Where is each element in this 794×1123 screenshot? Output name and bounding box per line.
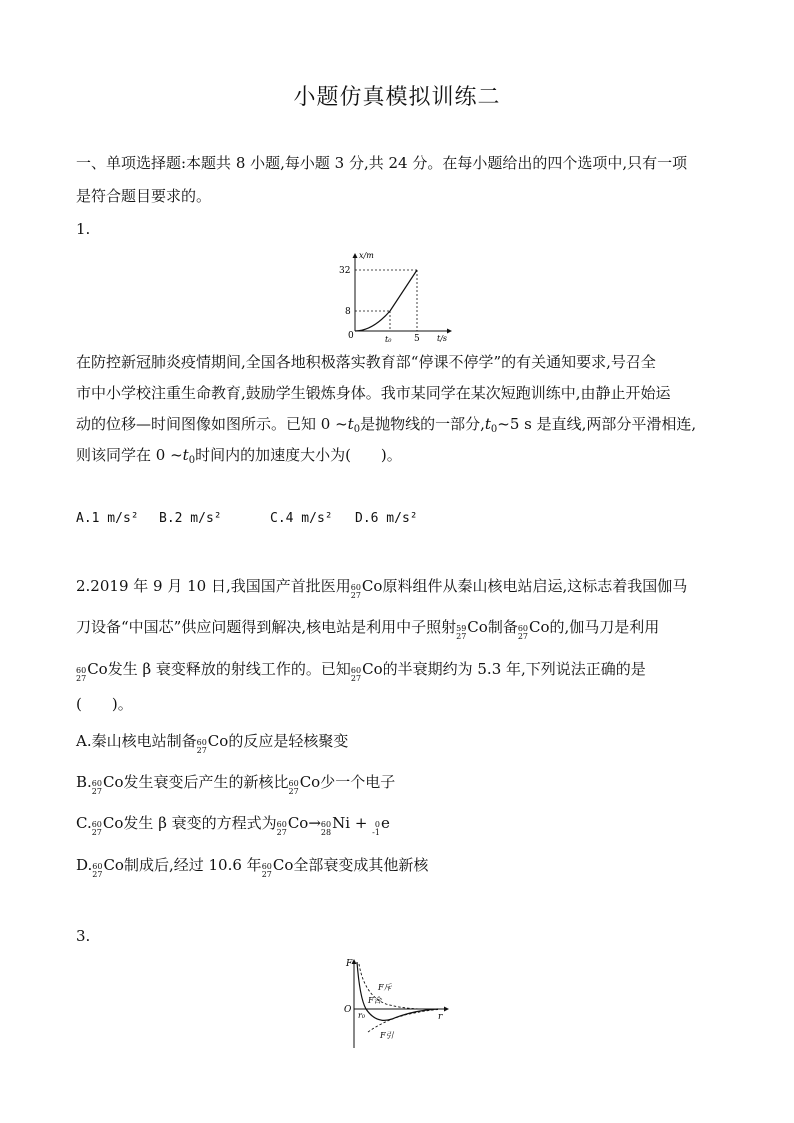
reaction-arrow-icon: →: [308, 814, 321, 832]
q1-y-tick-32: 32: [339, 266, 351, 276]
q1-option-a: A.1 m/s²: [76, 511, 139, 526]
q1-x-axis-arrow-icon: [447, 329, 452, 334]
q1-text-line3-part1: 动的位移—时间图像如图所示。已知 0 ~: [76, 415, 348, 433]
q1-text-line3: [76, 414, 726, 440]
q1-x-tick-t0: t₀: [385, 335, 392, 344]
section-header-line1: 一、单项选择题:本题共 8 小题,每小题 3 分,共 24 分。在每小题给出的四个选项中,只有一项: [76, 154, 688, 172]
q3-molecular-force-graph: [338, 952, 458, 1052]
q1-origin-label: 0: [348, 331, 354, 341]
q1-t0-subscript: 0: [188, 455, 196, 466]
q3-label-net: F合: [368, 996, 382, 1005]
q2-option-a: A.秦山核电站制备 60 27 Co 的反应是轻核聚变: [76, 732, 349, 755]
q3-y-axis-label: F: [346, 959, 353, 969]
q3-label-attractive: F引: [380, 1031, 394, 1040]
q1-t0-subscript: 0: [490, 424, 498, 435]
q1-text-line3-part3: ~5 s 是直线,两部分平滑相连,: [497, 415, 697, 433]
q1-option-b: B.2 m/s²: [159, 511, 222, 526]
q2-line3: [76, 659, 726, 684]
q2-line1: [76, 576, 726, 601]
q1-y-axis-arrow-icon: [353, 253, 358, 258]
q1-text-line4-part2: 时间内的加速度大小为( )。: [195, 446, 402, 464]
q3-label-r0: r₀: [358, 1011, 366, 1020]
q1-x-tick-5: 5: [414, 334, 420, 344]
nuclide-co60: 60 27 Co: [91, 773, 124, 796]
nuclide-co60: 60 27 Co: [261, 856, 294, 879]
nuclide-co60: 60 27 Co: [276, 814, 309, 837]
q1-x-axis-label: t/s: [437, 334, 448, 343]
particle-electron: 0 -1 e: [372, 814, 390, 837]
nuclide-co60: 60 27 Co: [76, 660, 108, 683]
q2-line2-part1: 刀设备“中国芯”供应问题得到解决,核电站是利用中子照射: [76, 618, 457, 636]
q2-line2: [76, 617, 726, 642]
q2-option-c: C. 60 27 Co 发生 β 衰变的方程式为 60 27 Co → 60 28 Ni + 0 -1 e: [76, 814, 390, 837]
q2-line2-part2: 制备: [487, 618, 518, 636]
q1-number: 1.: [76, 220, 91, 238]
nuclide-co60: 60 27 Co: [91, 814, 124, 837]
q1-option-c: C.4 m/s²: [270, 511, 333, 526]
q2-line2-part3: 的,伽马刀是利用: [549, 618, 660, 636]
q2-line1-part2: 原料组件从秦山核电站启运,这标志着我国伽马: [382, 577, 688, 595]
q1-y-axis-label: x/m: [359, 251, 374, 260]
q1-text-line4-part1: 则该同学在 0 ~: [76, 446, 183, 464]
q2-line3-part2: 的半衰期约为 5.3 年,下列说法正确的是: [382, 660, 646, 678]
nuclide-co60: 60 27 Co: [196, 732, 229, 755]
q1-parabola-curve: [355, 311, 390, 331]
nuclide-co60: 60 27 Co: [350, 577, 383, 600]
q3-origin-label: O: [344, 1005, 352, 1015]
q2-line3-part1: 发生 β 衰变释放的射线工作的。已知: [107, 660, 351, 678]
nuclide-co59: 59 27 Co: [456, 618, 488, 641]
q3-label-repulsive: F斥: [378, 983, 392, 992]
nuclide-ni60: 60 28 Ni: [320, 814, 351, 837]
section-header-line2: 是符合题目要求的。: [76, 187, 212, 205]
q1-option-d: D.6 m/s²: [355, 511, 418, 526]
q1-t0-symbol: t: [484, 415, 491, 433]
nuclide-co60: 60 27 Co: [350, 660, 383, 683]
q1-t0-symbol: t: [347, 415, 354, 433]
q2-line1-part1: 2.2019 年 9 月 10 日,我国国产首批医用: [76, 577, 351, 595]
q1-text-line2: 市中小学校注重生命教育,鼓励学生锻炼身体。我市某同学在某次短跑训练中,由静止开始运: [76, 384, 671, 402]
nuclide-co60: 60 27 Co: [288, 773, 321, 796]
q1-t0-symbol: t: [182, 446, 189, 464]
q1-t0-subscript: 0: [353, 424, 361, 435]
nuclide-co60: 60 27 Co: [92, 856, 124, 879]
q3-y-axis-arrow-icon: [352, 959, 357, 964]
page-title: 小题仿真模拟训练二: [293, 85, 501, 110]
nuclide-co60: 60 27 Co: [517, 618, 550, 641]
q1-text-line1: 在防控新冠肺炎疫情期间,全国各地积极落实教育部“停课不停学”的有关通知要求,号召全: [76, 353, 656, 371]
q1-y-tick-8: 8: [345, 307, 351, 317]
q3-attractive-force-curve: [368, 1010, 438, 1033]
q2-line4: ( )。: [76, 695, 133, 713]
q1-position-time-graph: [335, 244, 455, 344]
q3-x-axis-label: r: [438, 1012, 443, 1022]
q2-option-d: D. 60 27 Co 制成后,经过 10.6 年 60 27 Co 全部衰变成其他新核: [76, 856, 429, 879]
q3-x-axis-arrow-icon: [444, 1007, 449, 1012]
q3-number: 3.: [76, 927, 91, 945]
q1-text-line4: [76, 445, 726, 471]
q2-option-b: B. 60 27 Co 发生衰变后产生的新核比 60 27 Co 少一个电子: [76, 773, 396, 796]
q1-straight-segment: [390, 270, 417, 311]
q1-text-line3-part2: 是抛物线的一部分,: [360, 415, 485, 433]
